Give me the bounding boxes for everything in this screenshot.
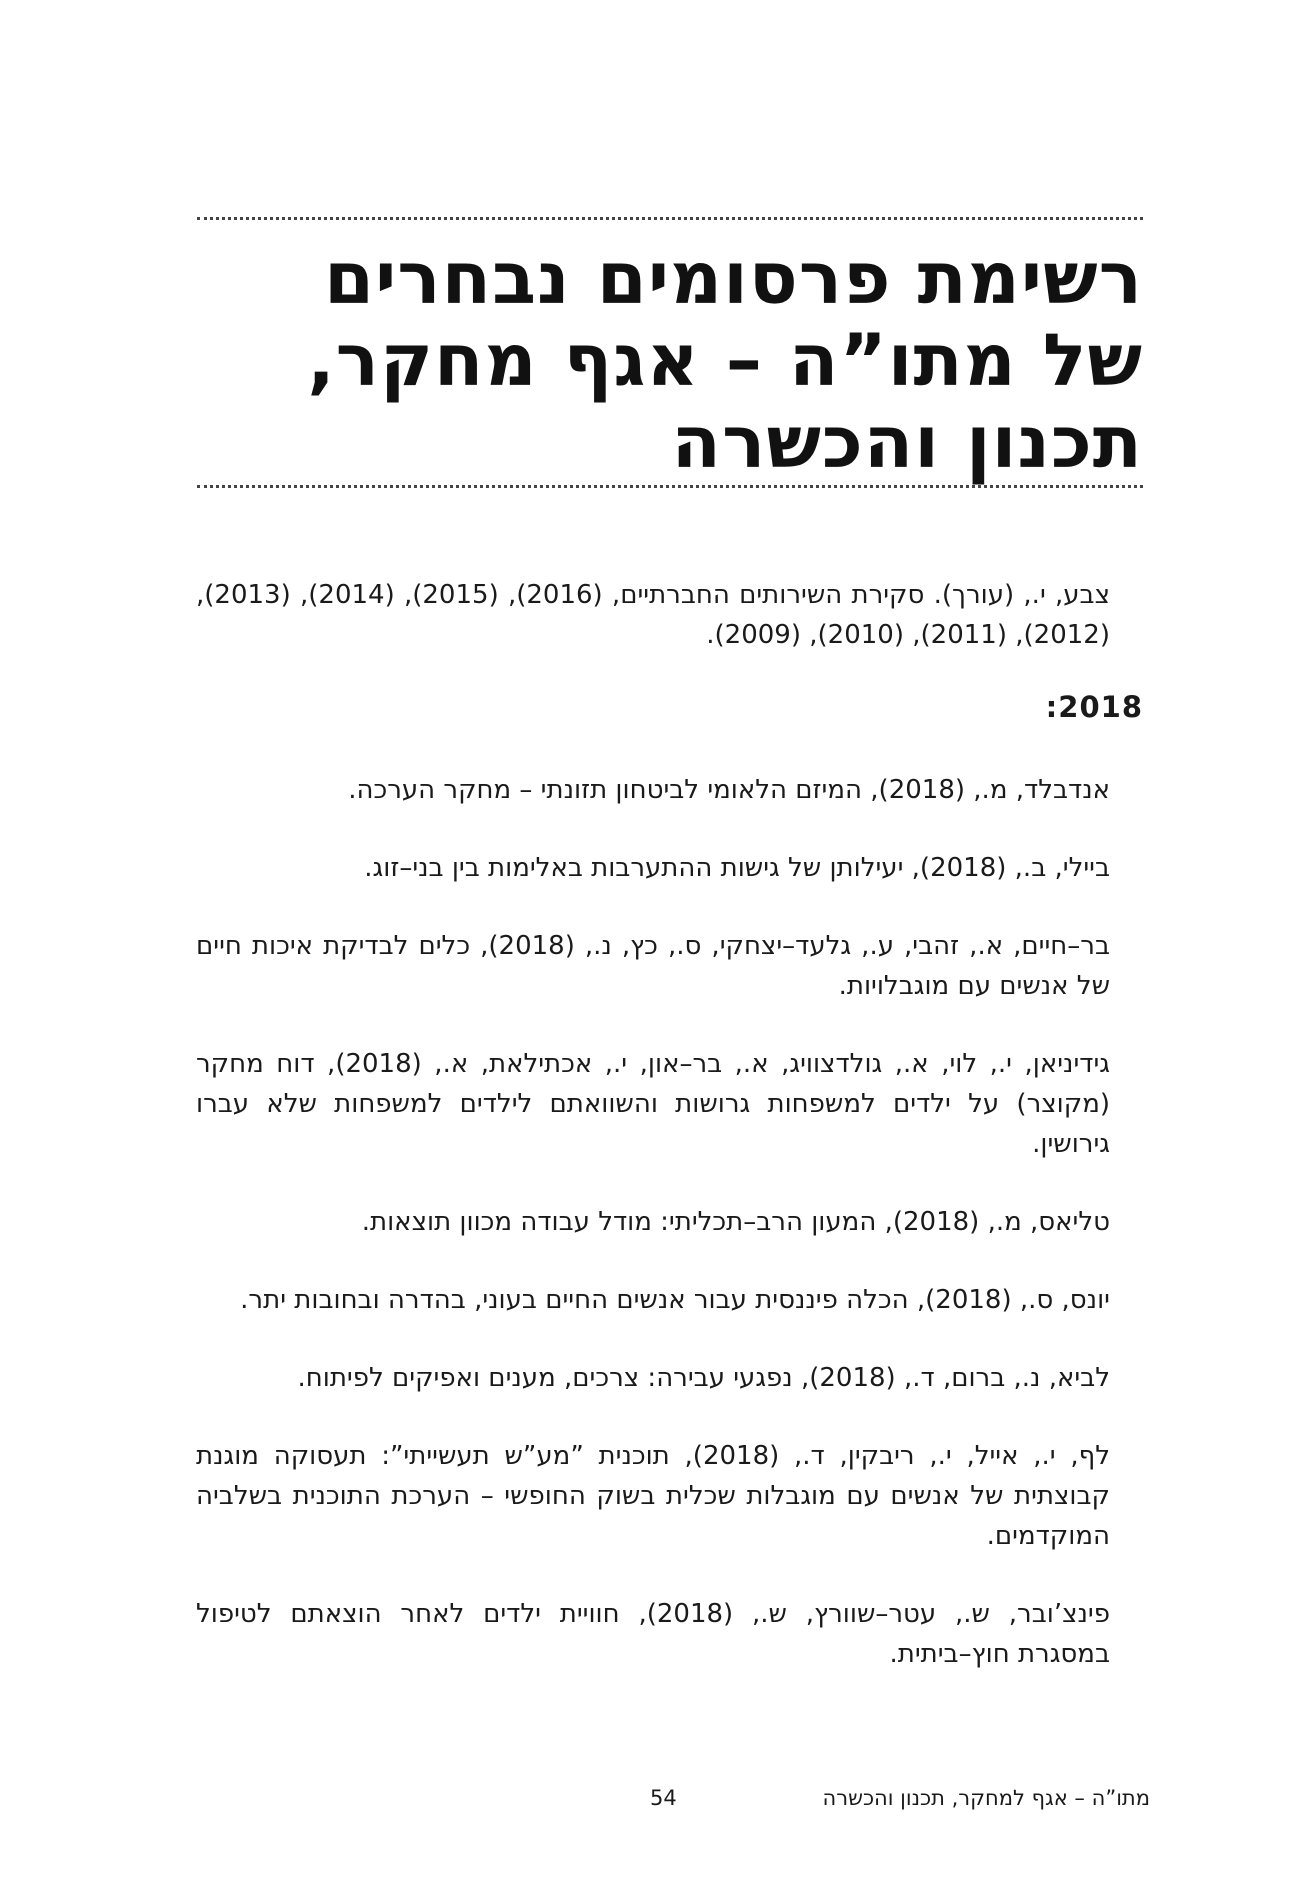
top-dotted-rule bbox=[197, 217, 1143, 220]
title-line-2: של מתו”ה – אגף מחקר, bbox=[307, 318, 1143, 402]
title-line-3: תכנון והכשרה bbox=[671, 400, 1143, 484]
intro-reference: צבע, י., (עורך). סקירת השירותים החברתיים, (2016), (2015), (2014), (2013), (2012), (2011), (2010), (2009). bbox=[196, 580, 1111, 650]
reference-item: גידיניאן, י., לוי, א., גולדצוויג, א., בר–און, י., אכתילאת, א., (2018), דוח מחקר (מקוצר) על ילדים למשפחות גרושות והשוואתם לילדים למשפחות שלא עברו גירושין. bbox=[196, 1049, 1110, 1159]
reference-item: ביילי, ב., (2018), יעילותן של גישות ההתערבות באלימות בין בני–זוג. bbox=[364, 853, 1110, 883]
reference-item: אנדבלד, מ., (2018), המיזם הלאומי לביטחון תזונתי – מחקר הערכה. bbox=[348, 775, 1110, 805]
reference-list bbox=[196, 770, 1110, 1712]
reference-item: פינצ’ובר, ש., עטר–שוורץ, ש., (2018), חוויית ילדים לאחר הוצאתם לטיפול במסגרת חוץ–ביתית. bbox=[196, 1599, 1110, 1669]
reference-item: יונס, ס., (2018), הכלה פיננסית עבור אנשים החיים בעוני, בהדרה ובחובות יתר. bbox=[240, 1285, 1110, 1315]
footer-organization: מתו”ה – אגף למחקר, תכנון והכשרה bbox=[822, 1786, 1150, 1810]
reference-item: בר–חיים, א., זהבי, ע., גלעד–יצחקי, ס., כץ, נ., (2018), כלים לבדיקת איכות חיים של אנשים עם מוגבלויות. bbox=[196, 931, 1110, 1001]
year-heading: 2018: bbox=[1045, 690, 1143, 724]
bottom-dotted-rule bbox=[197, 485, 1143, 488]
reference-item: לביא, נ., ברום, ד., (2018), נפגעי עבירה: צרכים, מענים ואפיקים לפיתוח. bbox=[297, 1363, 1110, 1393]
page-number: 54 bbox=[650, 1786, 677, 1810]
reference-item: טליאס, מ., (2018), המעון הרב–תכליתי: מודל עבודה מכוון תוצאות. bbox=[361, 1207, 1110, 1237]
reference-item: לף, י., אייל, י., ריבקין, ד., (2018), תוכנית ”מע”ש תעשייתי”: תעסוקה מוגנת קבוצתית של אנשים עם מוגבלות שכלית בשוק החופשי – הערכת התוכנית בשלביה המוקדמים. bbox=[196, 1441, 1111, 1551]
page-title bbox=[193, 237, 1143, 483]
title-line-1: רשימת פרסומים נבחרים bbox=[323, 236, 1143, 320]
